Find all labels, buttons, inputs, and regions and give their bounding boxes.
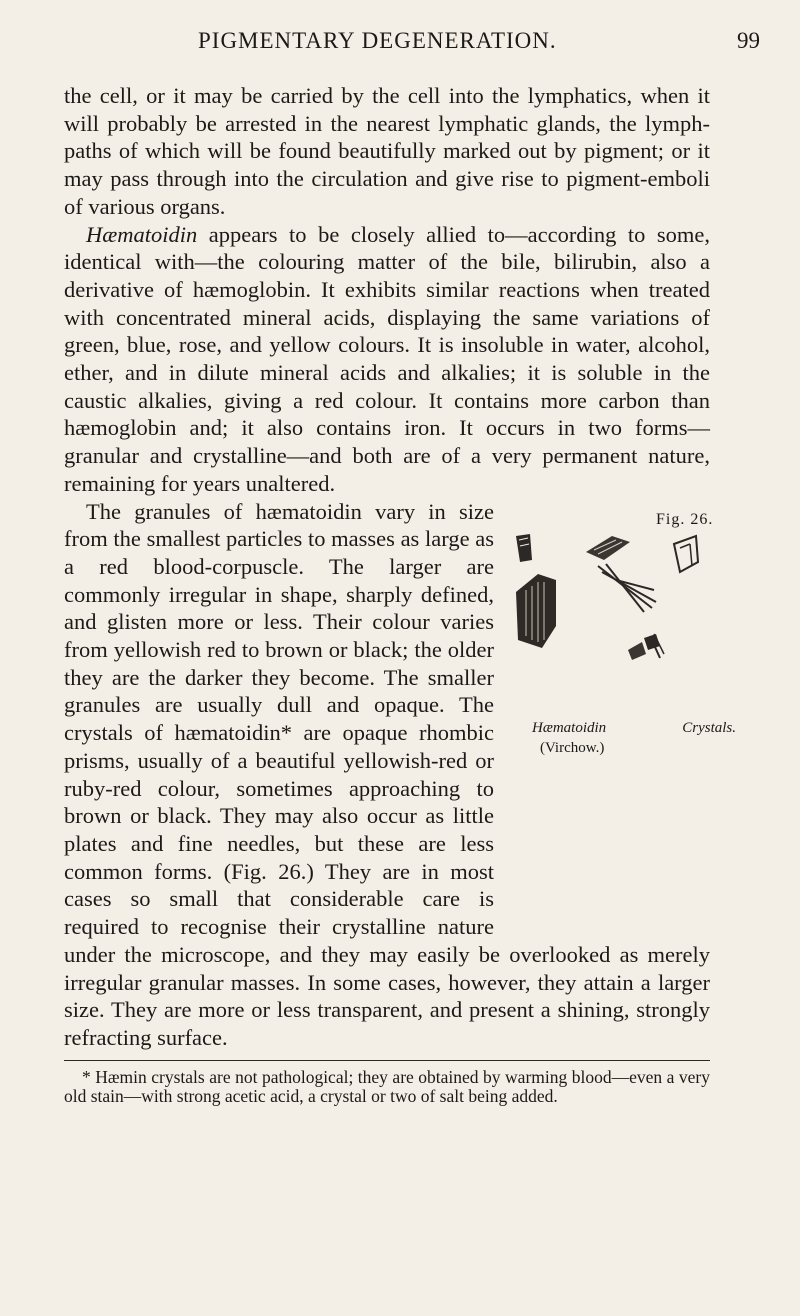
- crystal-needles: [598, 564, 656, 612]
- footnote-text: * Hæmin crystals are not pathological; they are obtained by warming blood—even a very old stain—with strong acetic acid, a crystal or two of salt being added.: [64, 1067, 710, 1106]
- paragraph-granules-text: The granules of hæmatoidin vary in size from the smallest particles to masses as large as a red blood-corpuscle. The larger are commonly irregular in shape, sharply defined, and glisten more or less. Their colour varies from yellowish red to brown or black; the older they are the darker they become. The smaller granules are usually dull and opaque. The crystals of hæmatoidin* are opaque rhombic prisms, usually of a beautiful yellowish-red or ruby-red colour, sometimes approaching to brown or black. They may also occur as little plates and fine needles, but these are less common forms. (Fig. 26.) They are in most cases so small that considerable care is required to recognise their crystalline nature under the microscope, and they may easily be overlooked as merely irregular granular masses. In some cases, however, they attain a larger size. They are more or less transparent, and present a shining, strongly refracting surface.: [64, 498, 710, 1050]
- crystal-outlined-prism: [674, 536, 698, 572]
- paragraph-haematoidin-text: appears to be closely allied to—according to some, identical with—the colouring matter of the bile, bilirubin, also a derivative of hæmoglobin. It exhibits similar reactions when treated with concentrated mineral acids, displaying the same variations of green, blue, rose, and yellow colours. It is insoluble in water, alcohol, ether, and in dilute mineral acids and alkalies; it is soluble in the caustic alkalies, giving a red colour. It contains more carbon than hæmoglobin and; it also contains iron. It occurs in two forms—granular and crystalline—and both are of a very permanent nature, remaining for years unaltered.: [64, 221, 710, 496]
- crystal-large-prism: [516, 574, 556, 648]
- caption-crystals: Crystals.: [682, 719, 736, 736]
- crystal-small-prism: [516, 534, 532, 562]
- footnote: [64, 1068, 710, 1106]
- figure-caption: [504, 718, 736, 758]
- page-header: [60, 20, 760, 60]
- caption-credit: (Virchow.): [540, 739, 605, 756]
- running-title: PIGMENTARY DEGENERATION.: [198, 28, 557, 53]
- figure-label: Fig. 26.: [656, 510, 714, 528]
- figure-26: [504, 500, 736, 920]
- caption-haematoidin: Hæmatoidin: [532, 719, 607, 736]
- crystal-rhombic-plate: [586, 536, 630, 560]
- body-text: [64, 82, 736, 1052]
- haematoidin-term: Hæmatoidin: [86, 221, 198, 247]
- crystal-small-cluster: [628, 634, 664, 660]
- footnote-rule: [64, 1060, 710, 1061]
- haematoidin-crystals-illustration: [504, 530, 736, 710]
- page-number: 99: [737, 28, 760, 53]
- paragraph-continued: the cell, or it may be carried by the cell into the lymphatics, when it will probably be arrested in the nearest lymphatic glands, the lymph-paths of which will be found beautifully marked out by pigment; or it may pass through into the circulation and give rise to pigment-emboli of various organs.: [64, 83, 710, 219]
- paragraph-haematoidin: [64, 221, 710, 498]
- paragraph-granules: [64, 498, 736, 1052]
